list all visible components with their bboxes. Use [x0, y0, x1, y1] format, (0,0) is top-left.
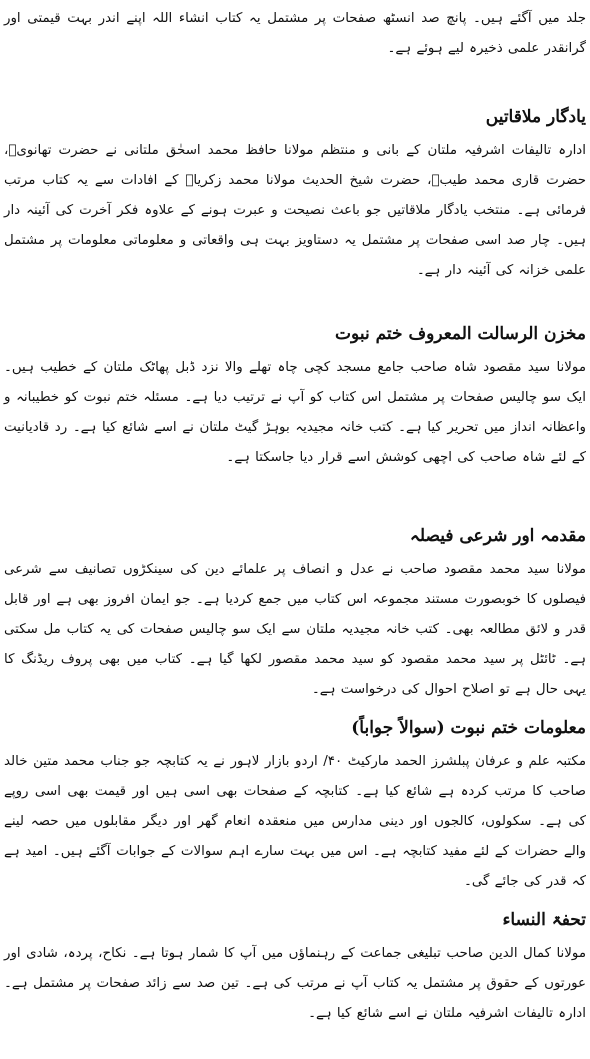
- section-paragraph: مکتبہ علم و عرفان پبلشرز الحمد مارکیٹ ۴۰/ اردو بازار لاہور نے یہ کتابچہ جو جناب محمد متین خالد صاحب کا مرتب کردہ ہے شائع کیا ہے۔ کتابچہ کے صفحات بھی اسی ہیں اور قیمت بھی اسی روپے کی ہے۔ سکولوں، کالجوں اور دینی مدارس میں منعقدہ انعام گھر اور دیگر مقابلوں میں حصہ لینے والے حضرات کے لئے مفید کتابچہ ہے۔ اس میں بہت سارے اہم سوالات کے جوابات آگئے ہیں۔ امید ہے کہ قدر کی جائے گی۔: [4, 754, 586, 889]
- section-heading: تحفۃ النساء: [502, 910, 586, 930]
- review-makhzan-ur-risalat: [4, 311, 586, 513]
- section-paragraph: مولانا سید محمد مقصود صاحب نے عدل و انصاف پر علمائے دین کی سینکڑوں تصانیف سے شرعی فیصلوں کا خوبصورت مستند مجموعہ اس کتاب میں جمع کردیا ہے۔ جو ایمان افروز بھی ہے اور قابل قدر و لائق مطالعہ بھی۔ کتب خانہ مجیدیہ ملتان سے ایک سو چالیس صفحات کی یہ کتاب مل سکتی ہے۔ ٹائٹل پر سید محمد مقصود کو سید محمد مقصور لکھا گیا ہے۔ کتاب میں بھی پروف ریڈنگ کا یہی حال ہے تو اصلاح احوال کی درخواست ہے۔: [4, 562, 586, 697]
- section-paragraph: مولانا کمال الدین صاحب تبلیغی جماعت کے رہنماؤں میں آپ کا شمار ہوتا ہے۔ نکاح، پردہ، شادی اور عورتوں کے حقوق پر مشتمل یہ کتاب آپ نے مرتب کی ہے۔ تین صد سے زائد صفحات پر مشتمل ہے۔ ادارہ تالیفات اشرفیہ ملتان نے اسے شائع کیا ہے۔: [4, 946, 586, 1021]
- section-heading: مخزن الرسالت المعروف ختم نبوت: [335, 324, 586, 344]
- review-tohfat-un-nisa: [4, 897, 586, 1059]
- review-muqaddama-aur-sharai-faisla: [4, 513, 586, 705]
- intro-block: [4, 4, 586, 94]
- review-maloomat-khatm-e-nabuwat: [4, 705, 586, 897]
- section-heading: معلومات ختم نبوت (سوالاً جواباً): [351, 718, 586, 738]
- intro-paragraph: جلد میں آگئے ہیں۔ پانچ صد انسٹھ صفحات پر مشتمل یہ کتاب انشاء اللہ اپنے اندر بہت قیمتی اور گرانقدر علمی ذخیرہ لیے ہوئے ہے۔: [4, 11, 586, 56]
- section-heading: مقدمہ اور شرعی فیصلہ: [409, 526, 586, 546]
- section-paragraph: مولانا سید مقصود شاہ صاحب جامع مسجد کچی چاہ تھلے والا نزد ڈبل پھاٹک ملتان کے خطیب ہیں۔ ایک سو چالیس صفحات پر مشتمل اس کتاب کو آپ نے ترتیب دیا ہے۔ مسئلہ ختم نبوت کو خطیبانہ و واعظانہ انداز میں تحریر کیا ہے۔ کتب خانہ مجیدیہ بوہڑ گیٹ ملتان نے اسے شائع کیا ہے۔ رد قادیانیت کے لئے شاہ صاحب کی اچھی کوشش اسے قرار دیا جاسکتا ہے۔: [4, 360, 586, 465]
- section-heading: یادگار ملاقاتیں: [485, 107, 586, 127]
- section-paragraph: ادارہ تالیفات اشرفیہ ملتان کے بانی و منتظم مولانا حافظ محمد اسحٰق ملتانی نے حضرت تھانویؒ، حضرت قاری محمد طیبؒ، حضرت شیخ الحدیث مولانا محمد زکریاؒ کے افادات سے یہ کتاب مرتب فرمائی ہے۔ منتخب یادگار ملاقاتیں جو باعث نصیحت و عبرت ہونے کے علاوہ فکر آخرت کی آئینہ دار ہیں۔ چار صد اسی صفحات پر مشتمل یہ دستاویز بہت ہی واقعاتی و معلوماتی معلومات پر مشتمل علمی خزانہ کی آئینہ دار ہے۔: [4, 143, 586, 278]
- review-yadgar-mulaqatein: [4, 94, 586, 311]
- document-page: [4, 4, 586, 1021]
